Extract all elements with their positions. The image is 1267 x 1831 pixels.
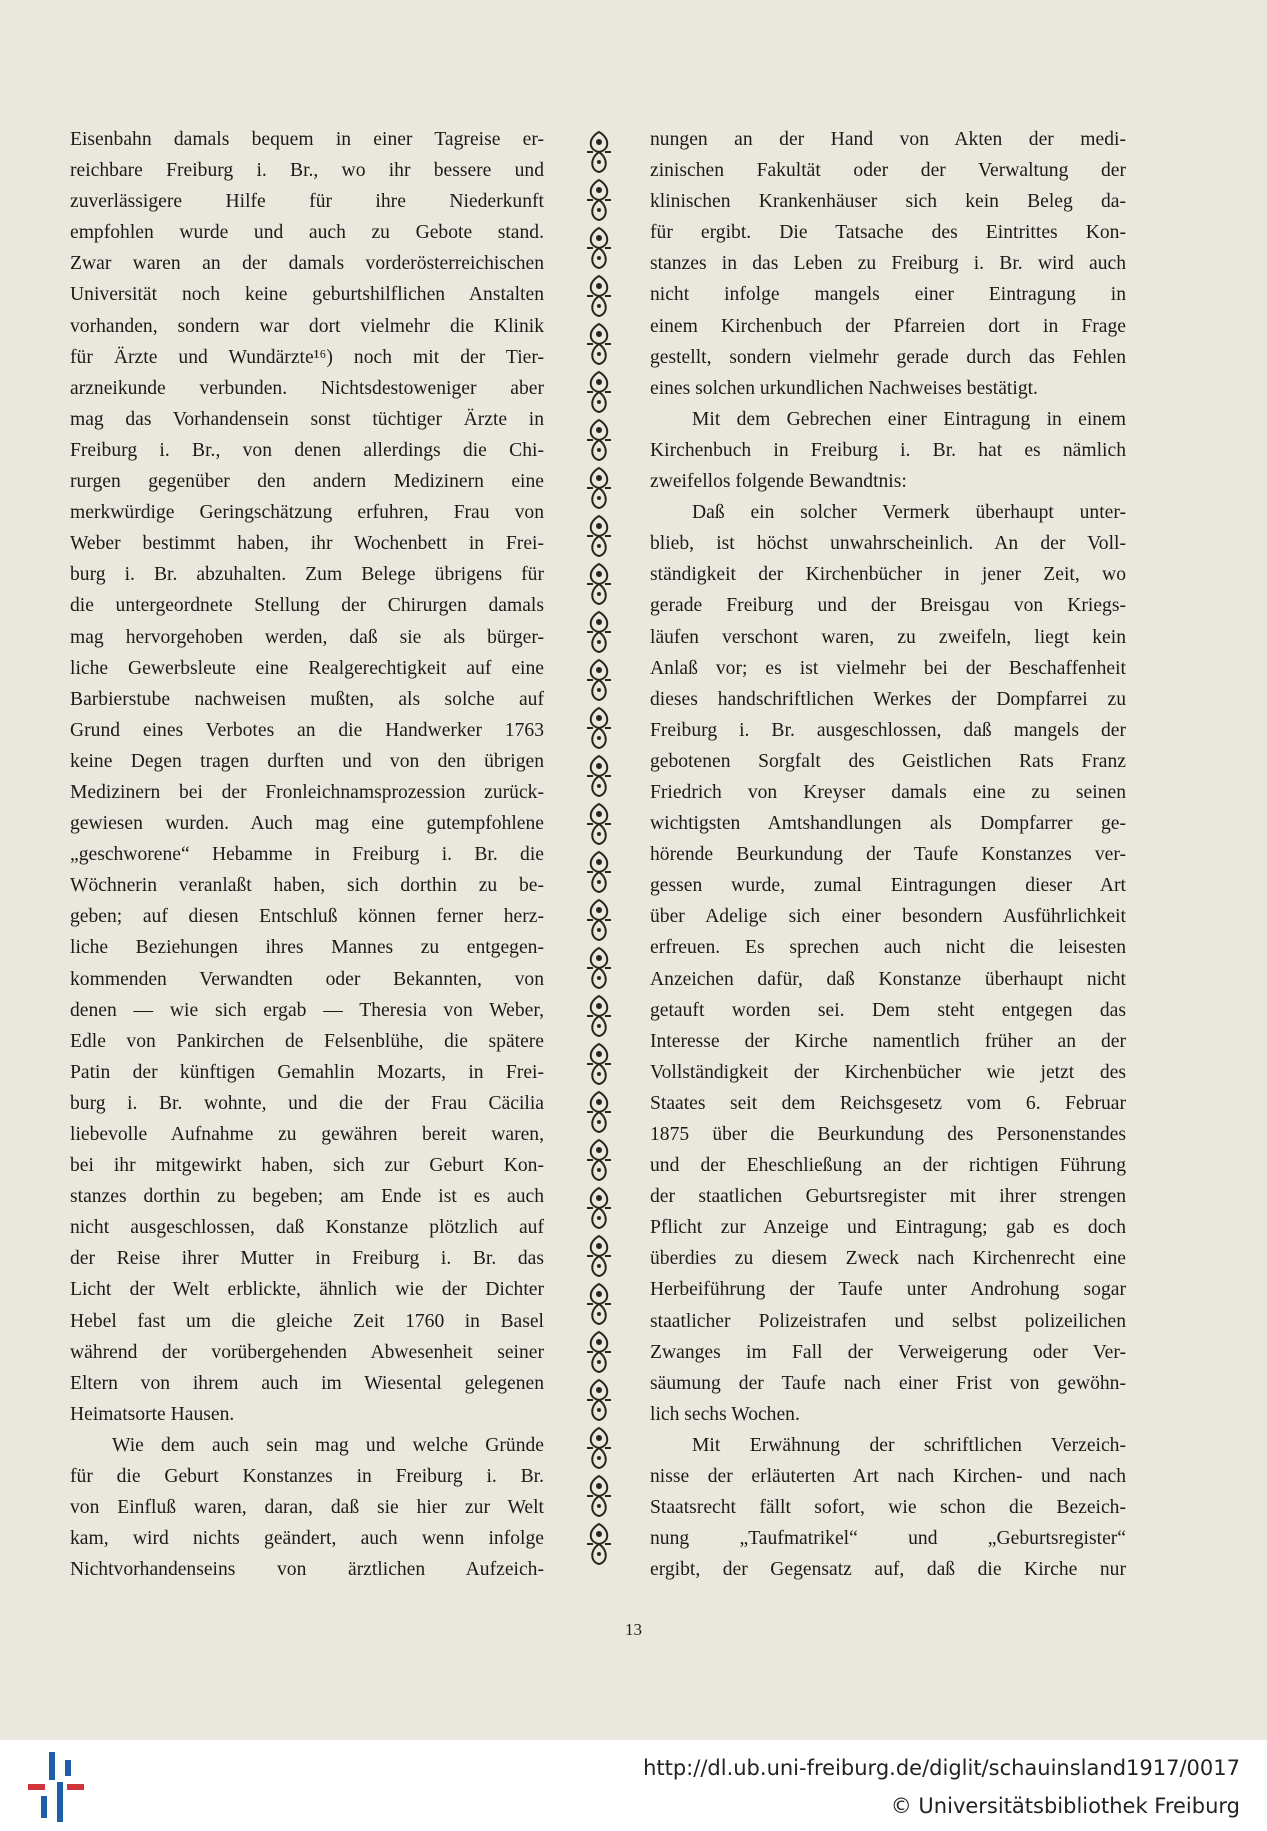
text-line: Barbierstube nachweisen mußten, als solche auf — [70, 688, 544, 710]
text-line: kommenden Verwandten oder Bekannten, von — [70, 968, 544, 990]
text-line: Pflicht zur Anzeige und Eintragung; gab es doch — [650, 1217, 1126, 1239]
text-line: über Adelige sich einer besondern Ausführlichkeit — [650, 906, 1126, 928]
text-line: vorhanden, sondern war dort vielmehr die Klinik — [70, 315, 544, 337]
text-line: denen — wie sich ergab — Theresia von Weber, — [70, 999, 544, 1021]
text-line: nicht ausgeschlossen, daß Konstanze plötzlich auf — [70, 1217, 544, 1239]
text-line: geben; auf diesen Entschluß können ferner herz- — [70, 906, 544, 928]
text-line: burg i. Br. wohnte, und die der Frau Cäcilia — [70, 1092, 544, 1114]
page-number: 13 — [625, 1620, 642, 1639]
text-line: Nichtvorhandenseins von ärztlichen Aufzeich- — [70, 1559, 544, 1581]
text-line: Freiburg i. Br. ausgeschlossen, daß mangels der — [650, 719, 1126, 741]
text-line: Daß ein solcher Vermerk überhaupt unter- — [692, 502, 1126, 524]
text-line: „geschworene“ Hebamme in Freiburg i. Br. die — [70, 844, 544, 866]
text-line: Patin der künftigen Gemahlin Mozarts, in Frei- — [70, 1061, 544, 1083]
text-line: die untergeordnete Stellung der Chirurgen damals — [70, 595, 544, 617]
text-line: kam, wird nichts geändert, auch wenn infolge — [70, 1528, 544, 1550]
text-line: nungen an der Hand von Akten der medi- — [650, 129, 1126, 150]
text-line: ständigkeit der Kirchenbücher in jener Zeit, wo — [650, 564, 1126, 586]
footer-bar — [0, 1740, 1267, 1831]
text-line: Weber bestimmt haben, ihr Wochenbett in Frei- — [70, 533, 544, 555]
ornamental-border-icon — [584, 128, 614, 1568]
text-line: Wie dem auch sein mag und welche Gründe — [112, 1434, 544, 1456]
text-line: gebotenen Sorgfalt des Geistlichen Rats Franz — [650, 750, 1126, 772]
text-line: Anzeichen dafür, daß Konstanze überhaupt nicht — [650, 968, 1126, 990]
text-line: Vollständigkeit der Kirchenbücher wie jetzt des — [650, 1061, 1126, 1083]
text-line: erfreuen. Es sprechen auch nicht die leisesten — [650, 937, 1126, 959]
text-line: überdies zu diesem Zweck nach Kirchenrecht eine — [650, 1248, 1126, 1270]
text-line: eines solchen urkundlichen Nachweises bestätigt. — [650, 377, 1038, 399]
text-line: Wöchnerin veranlaßt haben, sich dorthin zu be- — [70, 875, 544, 897]
text-line: rurgen gegenüber den andern Medizinern eine — [70, 471, 544, 493]
text-line: für Ärzte und Wundärzte¹⁶) noch mit der Tier- — [70, 346, 544, 368]
text-line: merkwürdige Geringschätzung erfuhren, Frau von — [70, 502, 544, 524]
text-line: Staatsrecht fällt sofort, wie schon die Bezeich- — [650, 1497, 1126, 1519]
text-line: Kirchenbuch in Freiburg i. Br. hat es nämlich — [650, 439, 1126, 461]
text-line: für die Geburt Konstanzes in Freiburg i. Br. — [70, 1466, 544, 1488]
text-line: Universität noch keine geburtshilflichen Anstalten — [70, 284, 544, 306]
text-line: klinischen Krankenhäuser sich kein Beleg da- — [650, 191, 1126, 213]
text-line: bei ihr mitgewirkt haben, sich zur Geburt Kon- — [70, 1155, 544, 1177]
text-line: hörende Beurkundung der Taufe Konstanzes ver- — [650, 844, 1126, 866]
right-text-column — [650, 124, 1126, 1585]
text-line: mag das Vorhandensein sonst tüchtiger Ärzte in — [70, 408, 544, 430]
text-line: gewiesen wurden. Auch mag eine gutempfohlene — [70, 813, 544, 835]
text-line: für ergibt. Die Tatsache des Eintrittes Kon- — [650, 222, 1126, 244]
text-line: keine Degen tragen durften und von den übrigen — [70, 750, 544, 772]
text-line: Hebel fast um die gleiche Zeit 1760 in Basel — [70, 1310, 544, 1332]
text-line: säumung der Taufe nach einer Frist von gewöhn- — [650, 1372, 1126, 1394]
text-line: stanzes in das Leben zu Freiburg i. Br. wird auch — [650, 253, 1126, 275]
text-line: der Reise ihrer Mutter in Freiburg i. Br. das — [70, 1248, 544, 1270]
text-line: nisse der erläuterten Art nach Kirchen- und nach — [650, 1466, 1126, 1488]
text-line: Anlaß vor; es ist vielmehr bei der Beschaffenheit — [650, 657, 1126, 679]
text-line: einem Kirchenbuch der Pfarreien dort in Frage — [650, 315, 1126, 337]
text-line: stanzes dorthin zu begeben; am Ende ist es auch — [70, 1186, 544, 1208]
copyright-notice: © Universitätsbibliothek Freiburg — [890, 1794, 1240, 1818]
ub-freiburg-logo-icon — [28, 1752, 84, 1822]
text-line: blieb, ist höchst unwahrscheinlich. An der Voll- — [650, 533, 1126, 555]
text-line: Licht der Welt erblickte, ähnlich wie der Dichter — [70, 1279, 544, 1301]
source-url-link[interactable]: http://dl.ub.uni-freiburg.de/diglit/schauinsland1917/0017 — [643, 1756, 1240, 1780]
text-line: Zwar waren an der damals vorderösterreichischen — [70, 253, 544, 275]
text-line: von Einfluß waren, daran, daß sie hier zur Welt — [70, 1497, 544, 1519]
text-line: lich sechs Wochen. — [650, 1403, 800, 1425]
text-line: Edle von Pankirchen de Felsenblühe, die spätere — [70, 1030, 544, 1052]
text-line: mag hervorgehoben werden, daß sie als bürger- — [70, 626, 544, 648]
text-line: burg i. Br. abzuhalten. Zum Belege übrigens für — [70, 564, 544, 586]
text-line: Mit Erwähnung der schriftlichen Verzeich- — [692, 1434, 1126, 1456]
text-line: reichbare Freiburg i. Br., wo ihr bessere und — [70, 160, 544, 182]
text-line: Herbeiführung der Taufe unter Androhung sogar — [650, 1279, 1126, 1301]
text-line: 1875 über die Beurkundung des Personenstandes — [650, 1124, 1126, 1145]
text-line: Grund eines Verbotes an die Handwerker 1763 — [70, 719, 544, 741]
text-line: Interesse der Kirche namentlich früher an der — [650, 1030, 1126, 1052]
text-line: gestellt, sondern vielmehr gerade durch das Fehlen — [650, 346, 1126, 368]
text-line: Friedrich von Kreyser damals eine zu seinen — [650, 781, 1126, 803]
text-line: arzneikunde verbunden. Nichtsdestoweniger aber — [70, 377, 544, 399]
text-line: nicht infolge mangels einer Eintragung in — [650, 284, 1126, 306]
text-line: gessen wurde, zumal Eintragungen dieser Art — [650, 875, 1126, 897]
text-line: zinischen Fakultät oder der Verwaltung der — [650, 160, 1126, 182]
left-text-column — [70, 124, 544, 1585]
text-line: und der Eheschließung an der richtigen Führung — [650, 1155, 1126, 1177]
text-line: Mit dem Gebrechen einer Eintragung in einem — [692, 408, 1126, 430]
text-line: staatlicher Polizeistrafen und selbst polizeilichen — [650, 1310, 1126, 1332]
text-line: dieses handschriftlichen Werkes der Dompfarrei zu — [650, 688, 1126, 710]
text-line: wichtigsten Amtshandlungen als Dompfarrer ge- — [650, 813, 1126, 835]
text-line: gerade Freiburg und der Breisgau von Kriegs- — [650, 595, 1126, 617]
text-line: Freiburg i. Br., von denen allerdings die Chi- — [70, 439, 544, 461]
text-line: Zwanges im Fall der Verweigerung oder Ver- — [650, 1341, 1126, 1363]
text-line: liche Beziehungen ihres Mannes zu entgegen- — [70, 937, 544, 959]
text-line: Eltern von ihrem auch im Wiesental gelegenen — [70, 1372, 544, 1394]
text-line: zuverlässigere Hilfe für ihre Niederkunft — [70, 191, 544, 213]
text-line: während der vorübergehenden Abwesenheit seiner — [70, 1341, 544, 1363]
text-line: der staatlichen Geburtsregister mit ihrer strengen — [650, 1186, 1126, 1208]
text-line: Heimatsorte Hausen. — [70, 1403, 235, 1425]
text-line: liebevolle Aufnahme zu gewähren bereit waren, — [70, 1124, 544, 1145]
text-line: Staates seit dem Reichsgesetz vom 6. Februar — [650, 1092, 1126, 1114]
text-line: liche Gewerbsleute eine Realgerechtigkeit auf eine — [70, 657, 544, 679]
text-line: ergibt, der Gegensatz auf, daß die Kirche nur — [650, 1559, 1126, 1581]
text-line: Eisenbahn damals bequem in einer Tagreise er- — [70, 129, 544, 150]
text-line: nung „Taufmatrikel“ und „Geburtsregister“ — [650, 1528, 1126, 1550]
text-line: läufen verschont waren, zu zweifeln, liegt kein — [650, 626, 1126, 648]
text-line: getauft worden sei. Dem steht entgegen das — [650, 999, 1126, 1021]
text-line: zweifellos folgende Bewandtnis: — [650, 471, 907, 493]
text-line: empfohlen wurde und auch zu Gebote stand. — [70, 222, 544, 244]
text-line: Medizinern bei der Fronleichnamsprozession zurück- — [70, 781, 544, 803]
